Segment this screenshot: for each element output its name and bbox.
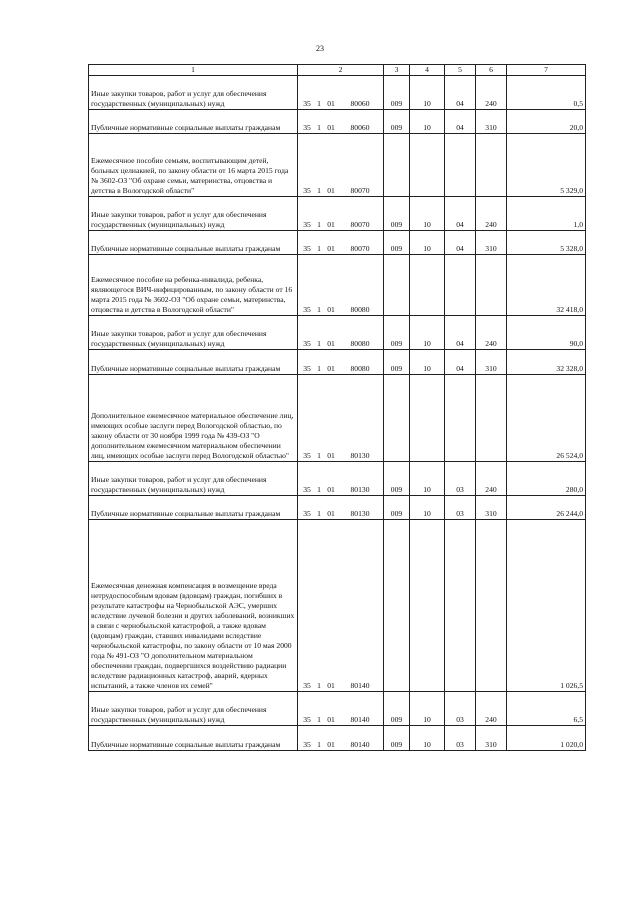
code-part-c1: 35	[303, 305, 311, 314]
target-article-code	[298, 197, 384, 231]
code-part-c4: 80080	[350, 364, 370, 373]
code-part-c3: 01	[327, 364, 335, 373]
code-part-c4: 80080	[350, 305, 370, 314]
expense-type-code: 310	[476, 726, 507, 751]
expense-type-code: 240	[476, 197, 507, 231]
code-part-c1: 35	[303, 715, 311, 724]
admin-code: 009	[384, 316, 410, 350]
code-part-c4: 80070	[350, 244, 370, 253]
row-description: Иные закупки товаров, работ и услуг для обеспечения государственных (муниципальных) нужд	[89, 197, 298, 231]
code-part-c2: 1	[317, 485, 321, 494]
row-description: Дополнительное ежемесячное материальное обеспечение лиц, имеющих особые заслуги перед Вологодской областью, по закону области от 30 ноября 1999 года № 439-ОЗ "О дополнительном ежемесячном материальном обеспечении лиц, имеющих особые заслуги перед Вологодской областью"	[89, 375, 298, 462]
code-part-c1: 35	[303, 509, 311, 518]
header-col-2: 2	[298, 65, 384, 76]
admin-code: 009	[384, 231, 410, 255]
admin-code: 009	[384, 76, 410, 110]
code-part-c1: 35	[303, 364, 311, 373]
subsection-code	[445, 520, 476, 692]
subsection-code: 03	[445, 726, 476, 751]
subsection-code: 03	[445, 692, 476, 726]
code-part-c4: 80070	[350, 186, 370, 195]
page-number: 23	[316, 44, 324, 53]
section-code: 10	[410, 726, 445, 751]
row-description: Иные закупки товаров, работ и услуг для обеспечения государственных (муниципальных) нужд	[89, 316, 298, 350]
row-description: Публичные нормативные социальные выплаты гражданам	[89, 110, 298, 134]
amount: 90,0	[507, 316, 586, 350]
expense-type-code: 310	[476, 231, 507, 255]
subsection-code: 03	[445, 462, 476, 496]
code-part-c2: 1	[317, 186, 321, 195]
code-part-c3: 01	[327, 740, 335, 749]
expense-type-code	[476, 255, 507, 316]
code-part-c3: 01	[327, 220, 335, 229]
code-part-c4: 80130	[350, 509, 370, 518]
target-article-code	[298, 350, 384, 375]
admin-code	[384, 520, 410, 692]
code-part-c4: 80140	[350, 715, 370, 724]
code-part-c4: 80080	[350, 339, 370, 348]
admin-code	[384, 375, 410, 462]
section-code: 10	[410, 350, 445, 375]
row-description: Ежемесячное пособие семьям, воспитывающим детей, больных целиакией, по закону области от 16 марта 2015 года № 3602-ОЗ "Об охране семьи, материнства, отцовства и детства в Вологодской области"	[89, 134, 298, 197]
table-row	[89, 462, 586, 496]
code-part-c1: 35	[303, 244, 311, 253]
table-row	[89, 110, 586, 134]
code-part-c4: 80060	[350, 123, 370, 132]
target-article-code	[298, 520, 384, 692]
code-part-c1: 35	[303, 99, 311, 108]
amount: 0,5	[507, 76, 586, 110]
section-code	[410, 255, 445, 316]
target-article-code	[298, 726, 384, 751]
subsection-code: 04	[445, 231, 476, 255]
expense-type-code: 310	[476, 110, 507, 134]
target-article-code	[298, 462, 384, 496]
section-code: 10	[410, 231, 445, 255]
header-row	[89, 65, 586, 76]
row-description: Иные закупки товаров, работ и услуг для обеспечения государственных (муниципальных) нужд	[89, 692, 298, 726]
row-description: Публичные нормативные социальные выплаты гражданам	[89, 726, 298, 751]
subsection-code: 03	[445, 496, 476, 520]
code-part-c4: 80140	[350, 681, 370, 690]
code-part-c3: 01	[327, 451, 335, 460]
amount: 5 329,0	[507, 134, 586, 197]
code-part-c2: 1	[317, 509, 321, 518]
code-part-c4: 80130	[350, 485, 370, 494]
code-part-c2: 1	[317, 305, 321, 314]
table-row	[89, 496, 586, 520]
row-description: Публичные нормативные социальные выплаты гражданам	[89, 350, 298, 375]
section-code: 10	[410, 462, 445, 496]
amount: 26 524,0	[507, 375, 586, 462]
table-row	[89, 316, 586, 350]
subsection-code: 04	[445, 76, 476, 110]
target-article-code	[298, 255, 384, 316]
row-description: Иные закупки товаров, работ и услуг для обеспечения государственных (муниципальных) нужд	[89, 462, 298, 496]
expense-type-code	[476, 134, 507, 197]
amount: 5 328,0	[507, 231, 586, 255]
expense-type-code	[476, 520, 507, 692]
section-code	[410, 520, 445, 692]
admin-code	[384, 255, 410, 316]
row-description: Публичные нормативные социальные выплаты гражданам	[89, 496, 298, 520]
table-row	[89, 76, 586, 110]
section-code	[410, 134, 445, 197]
admin-code: 009	[384, 110, 410, 134]
header-col-6: 6	[476, 65, 507, 76]
code-part-c3: 01	[327, 681, 335, 690]
subsection-code: 04	[445, 350, 476, 375]
code-part-c3: 01	[327, 509, 335, 518]
code-part-c2: 1	[317, 123, 321, 132]
code-part-c3: 01	[327, 485, 335, 494]
subsection-code: 04	[445, 110, 476, 134]
code-part-c4: 80130	[350, 451, 370, 460]
header-col-7: 7	[507, 65, 586, 76]
table-row	[89, 231, 586, 255]
expense-type-code: 240	[476, 316, 507, 350]
section-code	[410, 375, 445, 462]
expense-type-code: 240	[476, 692, 507, 726]
code-part-c2: 1	[317, 681, 321, 690]
header-col-4: 4	[410, 65, 445, 76]
target-article-code	[298, 76, 384, 110]
code-part-c3: 01	[327, 123, 335, 132]
code-part-c1: 35	[303, 485, 311, 494]
subsection-code	[445, 134, 476, 197]
row-description: Иные закупки товаров, работ и услуг для обеспечения государственных (муниципальных) нужд	[89, 76, 298, 110]
code-part-c2: 1	[317, 220, 321, 229]
expense-type-code: 310	[476, 496, 507, 520]
subsection-code: 04	[445, 316, 476, 350]
amount: 26 244,0	[507, 496, 586, 520]
table-row	[89, 520, 586, 692]
code-part-c3: 01	[327, 244, 335, 253]
expense-type-code: 310	[476, 350, 507, 375]
code-part-c4: 80140	[350, 740, 370, 749]
amount: 32 418,0	[507, 255, 586, 316]
amount: 32 328,0	[507, 350, 586, 375]
code-part-c1: 35	[303, 681, 311, 690]
code-part-c2: 1	[317, 715, 321, 724]
expense-type-code	[476, 375, 507, 462]
code-part-c3: 01	[327, 186, 335, 195]
target-article-code	[298, 692, 384, 726]
target-article-code	[298, 375, 384, 462]
code-part-c3: 01	[327, 305, 335, 314]
table-row	[89, 692, 586, 726]
section-code: 10	[410, 496, 445, 520]
amount: 1,0	[507, 197, 586, 231]
code-part-c1: 35	[303, 220, 311, 229]
subsection-code	[445, 255, 476, 316]
expense-type-code: 240	[476, 462, 507, 496]
table-row	[89, 134, 586, 197]
admin-code: 009	[384, 462, 410, 496]
code-part-c1: 35	[303, 740, 311, 749]
admin-code: 009	[384, 692, 410, 726]
code-part-c1: 35	[303, 451, 311, 460]
code-part-c1: 35	[303, 123, 311, 132]
row-description: Публичные нормативные социальные выплаты гражданам	[89, 231, 298, 255]
section-code: 10	[410, 692, 445, 726]
header-col-1: 1	[89, 65, 298, 76]
table-row	[89, 375, 586, 462]
code-part-c1: 35	[303, 339, 311, 348]
code-part-c2: 1	[317, 364, 321, 373]
code-part-c2: 1	[317, 99, 321, 108]
admin-code	[384, 134, 410, 197]
row-description: Ежемесячная денежная компенсация в возмещение вреда нетрудоспособным вдовам (вдовцам) граждан, погибших в результате катастрофы на Чернобыльской АЭС, умерших вследствие лучевой болезни и других заболеваний, возникших в связи с чернобыльской катастрофой, а также вдовам (вдовцам) граждан, ставших инвалидами вследствие чернобыльской катастрофы, по закону области от 10 мая 2000 года № 491-ОЗ "О дополнительном материальном обеспечении граждан, подвергшихся воздействию радиации вследствие радиационных катастроф, аварий, ядерных испытаний, а также членов их семей"	[89, 520, 298, 692]
subsection-code	[445, 375, 476, 462]
target-article-code	[298, 316, 384, 350]
target-article-code	[298, 110, 384, 134]
target-article-code	[298, 496, 384, 520]
code-part-c4: 80070	[350, 220, 370, 229]
section-code: 10	[410, 76, 445, 110]
code-part-c4: 80060	[350, 99, 370, 108]
table-row	[89, 197, 586, 231]
amount: 1 020,0	[507, 726, 586, 751]
table-row	[89, 350, 586, 375]
code-part-c1: 35	[303, 186, 311, 195]
code-part-c3: 01	[327, 715, 335, 724]
admin-code: 009	[384, 350, 410, 375]
table-row	[89, 255, 586, 316]
target-article-code	[298, 231, 384, 255]
section-code: 10	[410, 316, 445, 350]
header-col-3: 3	[384, 65, 410, 76]
header-col-5: 5	[445, 65, 476, 76]
amount: 1 026,5	[507, 520, 586, 692]
code-part-c3: 01	[327, 99, 335, 108]
code-part-c2: 1	[317, 740, 321, 749]
table-row	[89, 726, 586, 751]
admin-code: 009	[384, 197, 410, 231]
section-code: 10	[410, 110, 445, 134]
row-description: Ежемесячное пособие на ребенка-инвалида, ребенка, являющегося ВИЧ-инфицированным, по закону области от 16 марта 2015 года № 3602-ОЗ "Об охране семьи, материнства, отцовства и детства в Вологодской области"	[89, 255, 298, 316]
section-code: 10	[410, 197, 445, 231]
expense-type-code: 240	[476, 76, 507, 110]
amount: 6,5	[507, 692, 586, 726]
amount: 280,0	[507, 462, 586, 496]
code-part-c3: 01	[327, 339, 335, 348]
subsection-code: 04	[445, 197, 476, 231]
target-article-code	[298, 134, 384, 197]
amount: 20,0	[507, 110, 586, 134]
code-part-c2: 1	[317, 244, 321, 253]
budget-table	[88, 64, 586, 751]
admin-code: 009	[384, 726, 410, 751]
admin-code: 009	[384, 496, 410, 520]
code-part-c2: 1	[317, 451, 321, 460]
code-part-c2: 1	[317, 339, 321, 348]
